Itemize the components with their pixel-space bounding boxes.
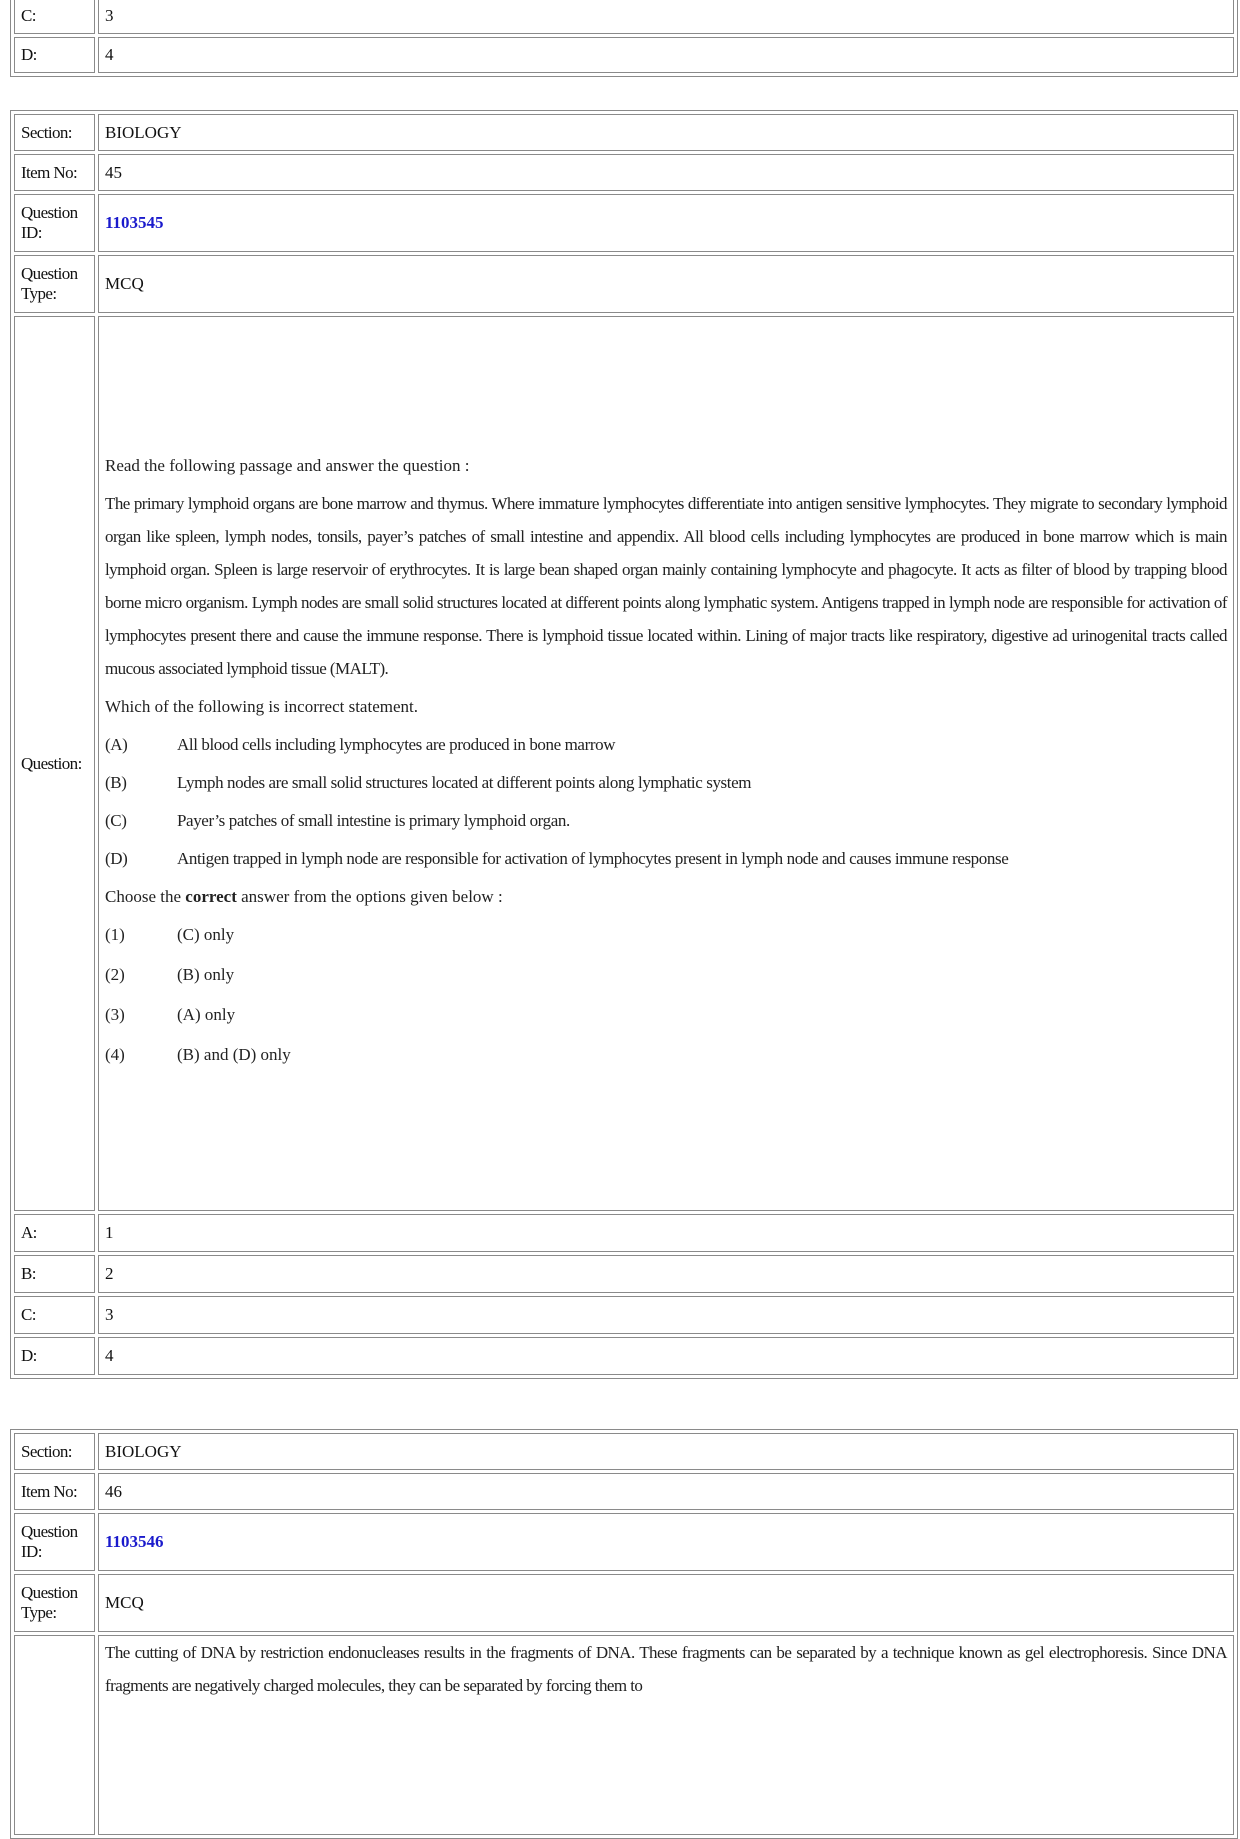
option-value: 4 bbox=[98, 1337, 1234, 1375]
question-passage: The primary lymphoid organs are bone marrow and thymus. Where immature lymphocytes differentiate into antigen sensitive lymphocytes. They migrate to secondary lymphoid organ like spleen, lymph nodes, tonsils, payer’s patches of small intestine and appendix. All blood cells including lymphocytes are produced in bone marrow which is main lymphoid organ. Spleen is large reservoir of erythrocytes. It is large bean shaped organ mainly containing lymphocyte and phagocyte. It acts as filter of blood by trapping blood borne micro organism. Lymph nodes are small solid structures located at different points along lymphatic system. Antigens trapped in lymph node are responsible for activation of lymphocytes present there and cause the immune response. There is lymphoid tissue located within. Lining of major tracts like respiratory, digestive ad urinogenital tracts called mucous associated lymphoid tissue (MALT). bbox=[105, 494, 1227, 678]
option-label: B: bbox=[14, 1255, 95, 1293]
answer-choice bbox=[105, 998, 1227, 1031]
statement-key: (B) bbox=[105, 773, 127, 792]
answer-choice bbox=[105, 958, 1227, 991]
previous-question-table bbox=[10, 0, 1238, 77]
answer-key: (1) bbox=[105, 925, 125, 944]
answer-key: (4) bbox=[105, 1045, 125, 1064]
answer-text: (C) only bbox=[177, 925, 235, 944]
statement-text: Antigen trapped in lymph node are responsible for activation of lymphocytes present in lymph node and causes immune response bbox=[177, 849, 1009, 868]
option-value: 3 bbox=[98, 0, 1234, 34]
option-value: 4 bbox=[98, 37, 1234, 73]
choose-pre: Choose the bbox=[105, 887, 186, 906]
item-no-label: Item No: bbox=[14, 154, 95, 191]
question-type-row bbox=[14, 1574, 1234, 1632]
choose-bold: correct bbox=[185, 887, 237, 906]
question-type-value: MCQ bbox=[98, 1574, 1234, 1632]
section-row bbox=[14, 114, 1234, 151]
question-id-label: Question ID: bbox=[14, 1513, 95, 1571]
option-label: C: bbox=[14, 1296, 95, 1334]
question-id-value: 1103546 bbox=[98, 1513, 1234, 1571]
option-label: C: bbox=[14, 0, 95, 34]
item-no-label: Item No: bbox=[14, 1473, 95, 1510]
statement-item bbox=[105, 728, 1227, 761]
answer-choice bbox=[105, 918, 1227, 951]
question-type-label: Question Type: bbox=[14, 255, 95, 313]
statement-text: Payer’s patches of small intestine is primary lymphoid organ. bbox=[177, 811, 570, 830]
option-row bbox=[14, 1296, 1234, 1334]
answer-choice bbox=[105, 1038, 1227, 1071]
question-id-value: 1103545 bbox=[98, 194, 1234, 252]
option-row bbox=[14, 37, 1234, 73]
question-id-label: Question ID: bbox=[14, 194, 95, 252]
question-intro: Read the following passage and answer the question : bbox=[105, 456, 470, 475]
option-value: 3 bbox=[98, 1296, 1234, 1334]
question-table-46 bbox=[10, 1429, 1238, 1839]
option-label: D: bbox=[14, 37, 95, 73]
statement-key: (C) bbox=[105, 811, 127, 830]
statement-item bbox=[105, 766, 1227, 799]
answer-key: (3) bbox=[105, 1005, 125, 1024]
option-label: A: bbox=[14, 1214, 95, 1252]
answer-text: (A) only bbox=[177, 1005, 236, 1024]
question-id-row bbox=[14, 1513, 1234, 1571]
section-label: Section: bbox=[14, 1433, 95, 1470]
answer-key: (2) bbox=[105, 965, 125, 984]
option-label: D: bbox=[14, 1337, 95, 1375]
question-body bbox=[98, 316, 1234, 1211]
question-row bbox=[14, 316, 1234, 1211]
item-no-row bbox=[14, 1473, 1234, 1510]
question-type-value: MCQ bbox=[98, 255, 1234, 313]
option-row bbox=[14, 1214, 1234, 1252]
item-no-value: 46 bbox=[98, 1473, 1234, 1510]
section-value: BIOLOGY bbox=[98, 114, 1234, 151]
option-row bbox=[14, 1337, 1234, 1375]
section-value: BIOLOGY bbox=[98, 1433, 1234, 1470]
statement-text: All blood cells including lymphocytes are produced in bone marrow bbox=[177, 735, 616, 754]
section-label: Section: bbox=[14, 114, 95, 151]
answer-text: (B) only bbox=[177, 965, 235, 984]
item-no-value: 45 bbox=[98, 154, 1234, 191]
option-value: 1 bbox=[98, 1214, 1234, 1252]
option-row bbox=[14, 1255, 1234, 1293]
choose-post: answer from the options given below : bbox=[236, 887, 503, 906]
option-row bbox=[14, 0, 1234, 34]
question-id-row bbox=[14, 194, 1234, 252]
question-type-label: Question Type: bbox=[14, 1574, 95, 1632]
section-row bbox=[14, 1433, 1234, 1470]
question-passage: The cutting of DNA by restriction endonucleases results in the fragments of DNA. These fragments can be separated by a technique known as gel electrophoresis. Since DNA fragments are negatively charged molecules, they can be separated by forcing them to bbox=[105, 1643, 1227, 1695]
question-table-45 bbox=[10, 110, 1238, 1379]
item-no-row bbox=[14, 154, 1234, 191]
question-prompt: Which of the following is incorrect statement. bbox=[105, 697, 418, 716]
statement-text: Lymph nodes are small solid structures located at different points along lymphatic system bbox=[177, 773, 752, 792]
question-row bbox=[14, 1635, 1234, 1835]
statement-key: (A) bbox=[105, 735, 128, 754]
question-body bbox=[98, 1635, 1234, 1835]
statement-key: (D) bbox=[105, 849, 128, 868]
statement-item bbox=[105, 804, 1227, 837]
answer-text: (B) and (D) only bbox=[177, 1045, 291, 1064]
question-label: Question: bbox=[14, 316, 95, 1211]
option-value: 2 bbox=[98, 1255, 1234, 1293]
statement-item bbox=[105, 842, 1227, 875]
question-type-row bbox=[14, 255, 1234, 313]
choose-instruction bbox=[105, 880, 1227, 913]
